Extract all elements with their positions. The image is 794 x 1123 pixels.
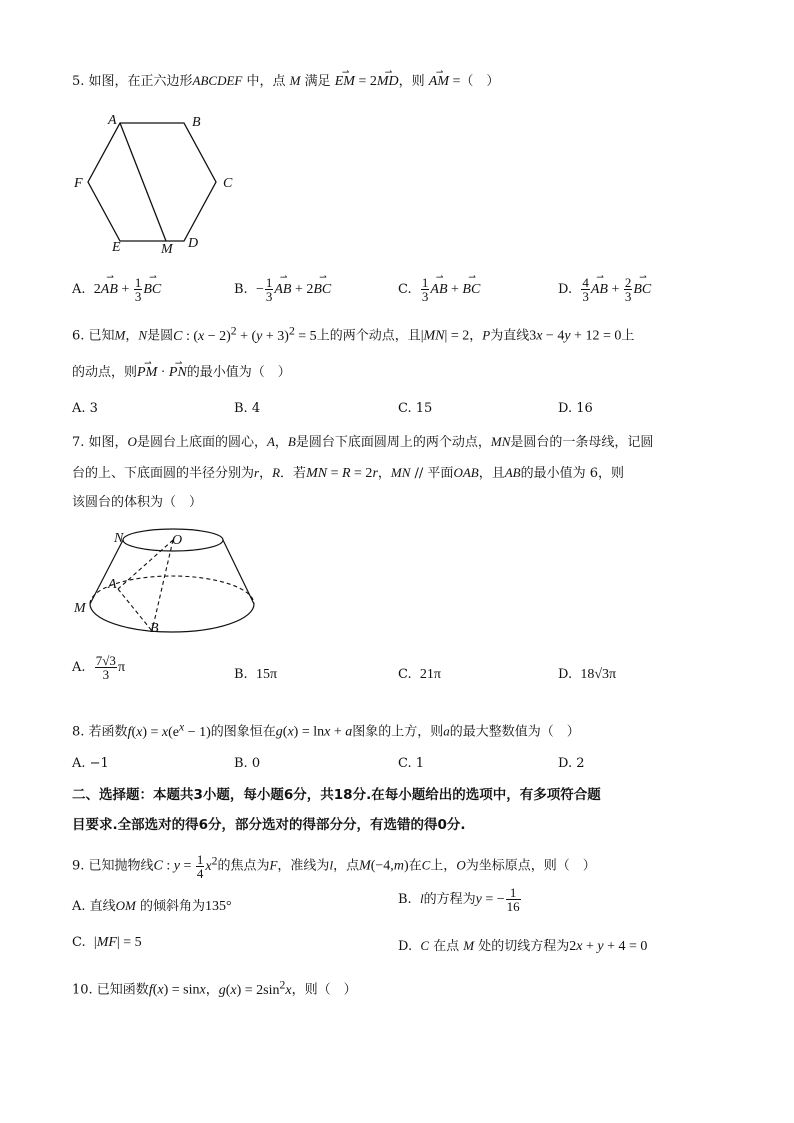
q9-option-d: D. C 在点 M 处的切线方程为2x + y + 4 = 0 — [398, 938, 648, 954]
label-a: A — [108, 577, 117, 592]
q7-option-a: A. $\frac{7√3}{3}$ π — [72, 653, 126, 682]
q5-option-c: C. $\frac{1}{3}$ ⇀ AB + ⇀ BC — [398, 276, 480, 303]
right-generatrix — [223, 540, 254, 604]
q8-option-a: A. −1 — [72, 756, 109, 771]
q6-line1: 6. 已知M，N是圆C : $(x - 2)^2 + (y + 3)^2 = 5$上的两个动点，且|MN| = 2，P为直线3x − 4y + 12 = 0上 — [72, 324, 635, 344]
q6-option-d: D. 16 — [558, 401, 593, 416]
q6-option-a: A. 3 — [72, 401, 98, 416]
q7-line3: 该圆台的体积为（ ） — [72, 495, 203, 510]
segment-ob — [152, 540, 173, 631]
q7-option-d: D. 18√3π — [558, 667, 617, 682]
q9-option-b: B. l的方程为y = − $\frac{1}{16}$ — [398, 885, 520, 914]
section2-line1: 二、选择题：本题共3小题，每小题6分，共18分.在每小题给出的选项中，有多项符合题 — [72, 787, 601, 803]
label-m: M — [161, 242, 173, 257]
section2-line2: 目要求.全部选对的得6分，部分选对的得部分分，有选错的得0分. — [72, 817, 466, 833]
label-n: N — [114, 531, 124, 546]
segment-oa — [118, 540, 173, 589]
q9-option-a: A. 直线OM 的倾斜角为135° — [72, 898, 232, 914]
q5-option-b: B. − $\frac{1}{3}$ ⇀ AB + 2⇀ BC — [234, 276, 331, 303]
q7-option-b: B. 15π — [234, 667, 278, 682]
label-b: B — [150, 621, 159, 636]
q5-option-d: D. $\frac{4}{3}$ ⇀ AB + $\frac{2}{3}$ ⇀ BC — [558, 276, 651, 303]
label-a: A — [108, 113, 117, 128]
q10-stem: 10. 已知函数f(x) = sinx，$g(x) = 2\sin^2x$，则（ ） — [72, 978, 357, 998]
label-d: D — [188, 236, 199, 251]
q5-stem: 5. 如图，在正六边形ABCDEF 中，点 M 满足 ⇀ EM = 2⇀ MD，则 ⇀ AM =（ ） — [72, 72, 499, 91]
q9-option-c: C. |MF| = 5 — [72, 935, 142, 950]
q6-line2: 的动点，则⇀ PM · ⇀ PN的最小值为（ ） — [72, 364, 291, 382]
hexagon-shape — [88, 123, 216, 241]
q7-line1: 7. 如图，O是圆台上底面的圆心，A，B是圆台下底面圆周上的两个动点，MN是圆台的一条母线，记圆 — [72, 434, 654, 450]
q6-option-c: C. 15 — [398, 401, 433, 416]
segment-am — [120, 123, 166, 241]
q8-stem: 8. 若函数$f(x) = x(e^x - 1)$的图象恒在g(x) = lnx + a图象的上方，则a的最大整数值为（ ） — [72, 720, 580, 740]
q8-option-c: C. 1 — [398, 756, 425, 771]
label-o: O — [172, 533, 183, 548]
label-e: E — [112, 240, 121, 255]
label-c: C — [223, 176, 233, 191]
label-m: M — [74, 601, 86, 616]
q7-line2: 台的上、下底面圆的半径分别为r，R．若MN = R = 2r，MN // 平面OAB，且AB的最小值为 6，则 — [72, 465, 625, 481]
q8-option-b: B. 0 — [234, 756, 261, 771]
q6-option-b: B. 4 — [234, 401, 261, 416]
q7-option-c: C. 21π — [398, 667, 441, 682]
q8-option-d: D. 2 — [558, 756, 585, 771]
label-f: F — [74, 176, 83, 191]
q5-option-a: A. 2⇀ AB + $\frac{1}{3}$ ⇀ BC — [72, 276, 161, 303]
q9-stem: 9. 已知抛物线C : y = $\frac{1}{4}$ $x^2$的焦点为F，准线为l，点M(−4,m)在C上，O为坐标原点，则（ ） — [72, 851, 596, 881]
label-b: B — [192, 115, 201, 130]
generatrix-mn — [90, 540, 123, 604]
q5-hexagon-figure — [66, 108, 246, 258]
q7-frustum-figure — [66, 524, 266, 639]
bottom-front-arc — [90, 604, 254, 632]
segment-ab — [118, 589, 152, 631]
